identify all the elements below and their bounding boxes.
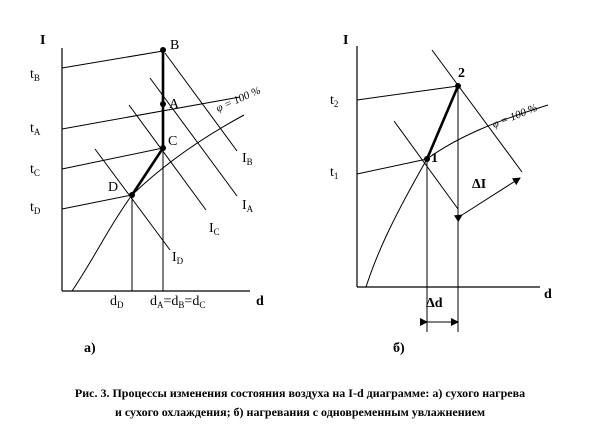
panel-a-x-axis-label: d bbox=[256, 294, 264, 309]
panel-b-isoline-1 bbox=[394, 121, 458, 209]
panel-a-point-C bbox=[160, 145, 166, 151]
panel-a-phi-label: φ = 100 % bbox=[214, 84, 263, 115]
panel-b-label-2: 2 bbox=[458, 66, 465, 81]
panel-b-label: б) bbox=[393, 341, 405, 356]
panel-a-xtick-dABC: $d_A=d_B=d_C$ bbox=[150, 294, 206, 310]
panel-a-point-A bbox=[160, 101, 166, 107]
panel-b-point-1 bbox=[424, 156, 430, 162]
panel-a-label-IB: $I_B$ bbox=[242, 151, 253, 167]
panel-a-isoline-IC bbox=[129, 105, 206, 210]
panel-b-delta-i-label: ΔI bbox=[472, 177, 487, 192]
panel-b-isotherm-t1 bbox=[357, 159, 427, 174]
panel-b-isotherm-t2 bbox=[357, 86, 458, 100]
panel-a-xtick-dD: $d_D$ bbox=[110, 294, 124, 310]
panel-a-tick-tB: $t_B$ bbox=[30, 67, 40, 83]
panel-a bbox=[30, 33, 264, 356]
panel-a-isotherm-tA bbox=[62, 97, 240, 129]
panel-b-delta-i-arrow bbox=[462, 178, 520, 215]
panel-a-label-B: B bbox=[170, 38, 180, 53]
panel-a-isotherm-tB bbox=[62, 51, 163, 68]
panel-b-tick-t2: $t_2$ bbox=[330, 93, 339, 109]
panel-b-x-axis-label: d bbox=[544, 287, 552, 302]
panel-a-point-D bbox=[129, 192, 135, 198]
panel-a-isotherm-tD bbox=[62, 195, 132, 209]
caption-line-1: Рис. 3. Процессы изменения состояния воздуха на I-d диаграмме: а) сухого нагрева bbox=[74, 386, 526, 400]
panel-a-label-IA: $I_A$ bbox=[242, 198, 254, 214]
panel-b-label-1: 1 bbox=[431, 151, 438, 166]
panel-b-tick-t1: $t_1$ bbox=[330, 165, 339, 181]
panel-a-isotherm-tC bbox=[62, 148, 163, 169]
panel-b-point-2 bbox=[455, 83, 461, 89]
panel-a-label-A: A bbox=[169, 97, 180, 112]
panel-a-label-IC: $I_C$ bbox=[209, 221, 220, 237]
panel-a-label-ID: $I_D$ bbox=[172, 250, 184, 266]
panel-a-tick-tA: $t_A$ bbox=[30, 121, 41, 137]
panel-a-y-axis-label: I bbox=[40, 33, 46, 48]
panel-a-tick-tC: $t_C$ bbox=[30, 162, 40, 178]
panel-b-process bbox=[427, 86, 458, 159]
panel-a-label-C: C bbox=[168, 134, 178, 149]
panel-b-y-axis-label: I bbox=[343, 33, 349, 48]
panel-b-isoline-2 bbox=[432, 50, 522, 172]
panel-a-saturation-curve bbox=[72, 115, 244, 291]
panel-b-saturation-curve bbox=[366, 105, 548, 287]
panel-a-tick-tD: $t_D$ bbox=[30, 200, 41, 216]
panel-a-label: а) bbox=[84, 341, 96, 356]
panel-b-delta-d-label: Δd bbox=[426, 296, 443, 311]
panel-b bbox=[330, 33, 552, 356]
panel-b-phi-label: φ = 100 % bbox=[490, 101, 540, 131]
panel-a-point-B bbox=[160, 47, 166, 53]
caption-line-2: и сухого охлаждения; б) нагревания с одновременным увлажнением bbox=[114, 405, 486, 419]
panel-a-label-D: D bbox=[108, 180, 119, 195]
figure-caption bbox=[0, 384, 600, 422]
